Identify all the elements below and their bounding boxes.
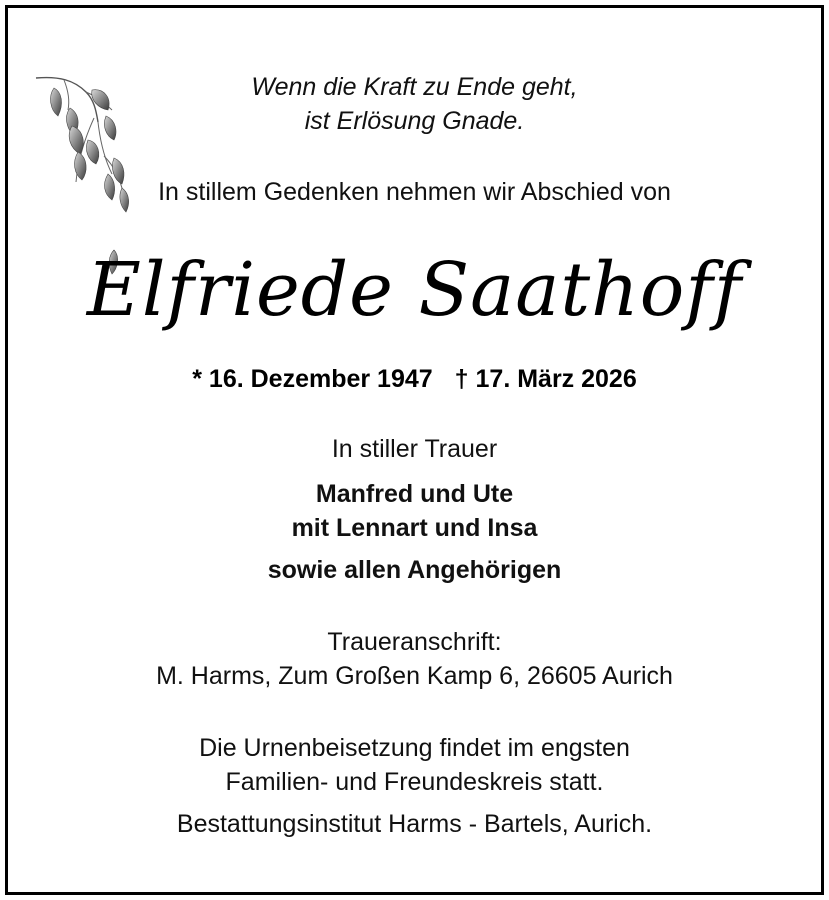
birth-date: * 16. Dezember 1947	[192, 365, 433, 393]
life-dates	[8, 364, 821, 394]
mourners-line-1: Manfred und Ute	[315, 480, 514, 508]
mourners-line-2: mit Lennart und Insa	[291, 514, 538, 542]
burial-line-1: Die Urnenbeisetzung findet im engsten	[199, 734, 630, 762]
undertaker-text: Bestattungsinstitut Harms - Bartels, Aurich.	[176, 810, 653, 838]
poem-line-2: ist Erlösung Gnade.	[304, 107, 525, 135]
intro-text: In stillem Gedenken nehmen wir Abschied von	[158, 178, 671, 206]
mourning-intro: In stiller Trauer	[331, 435, 498, 463]
obituary-card	[5, 5, 824, 895]
deceased-name: Elfriede Saathoff	[86, 247, 743, 333]
address-text: M. Harms, Zum Großen Kamp 6, 26605 Aurich	[156, 662, 673, 690]
burial-line-2: Familien- und Freundeskreis statt.	[225, 768, 604, 796]
death-date: † 17. März 2026	[454, 365, 637, 393]
mourners-line-3: sowie allen Angehörigen	[267, 556, 562, 584]
poem-line-1: Wenn die Kraft zu Ende geht,	[251, 73, 578, 101]
address-label: Traueranschrift:	[327, 628, 502, 656]
